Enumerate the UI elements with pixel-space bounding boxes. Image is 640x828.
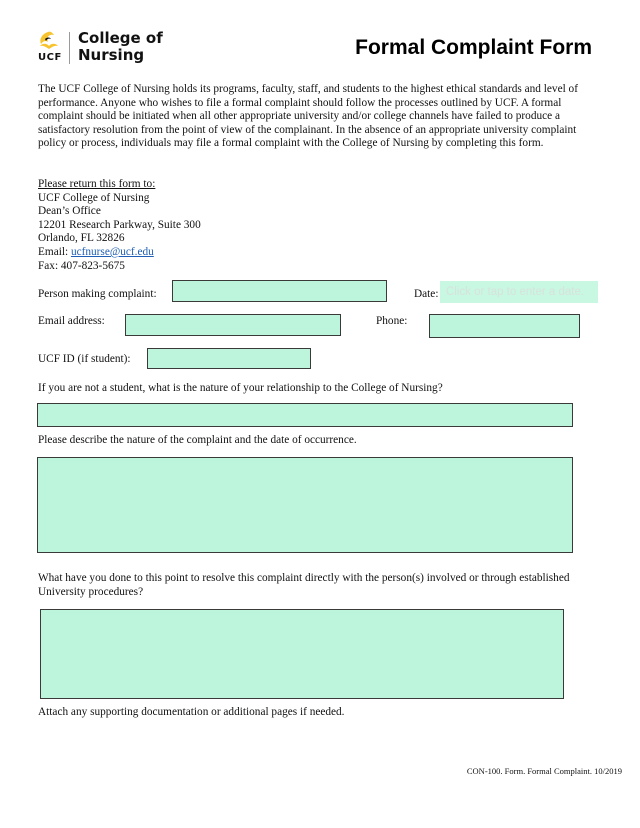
complaint-description-field[interactable] <box>37 457 573 553</box>
college-name-line1: College of <box>78 29 163 47</box>
resolve-question: What have you done to this point to resolve this complaint directly with the person(s) involved or through established University procedures? <box>38 572 570 598</box>
return-heading: Please return this form to: <box>38 178 156 190</box>
return-address <box>38 178 201 273</box>
return-line-2: Dean’s Office <box>38 205 101 218</box>
return-line-3: 12201 Research Parkway, Suite 300 <box>38 218 201 231</box>
intro-paragraph: The UCF College of Nursing holds its programs, faculty, staff, and students to the highest ethical standards and level of performance. Anyone who wishes to file a formal complaint should follow the processes outlined by UCF. A formal complaint should be initiated when all other appropriate university and/or college channels have failed to produce a satisfactory resolution from the point of view of the complainant. In the absence of an appropriate university complaint policy or process, individuals may file a formal complaint with the College of Nursing by completing this form. <box>38 83 578 150</box>
return-line-1: UCF College of Nursing <box>38 191 150 204</box>
return-fax: Fax: 407-823-5675 <box>38 259 125 272</box>
ucf-id-field[interactable] <box>147 348 311 369</box>
phone-label: Phone: <box>376 315 408 327</box>
attach-note: Attach any supporting documentation or additional pages if needed. <box>38 706 345 718</box>
relationship-field[interactable] <box>37 403 573 427</box>
return-email-line <box>38 246 201 260</box>
logo-divider <box>69 32 70 64</box>
email-field[interactable] <box>125 314 341 336</box>
college-name <box>78 30 163 64</box>
complaint-question: Please describe the nature of the complaint and the date of occurrence. <box>38 434 357 446</box>
return-email-label: Email: <box>38 245 71 258</box>
date-label: Date: <box>414 288 439 300</box>
date-picker-field[interactable]: Click or tap to enter a date. <box>440 281 598 303</box>
person-field[interactable] <box>172 280 387 302</box>
college-name-line2: Nursing <box>78 46 145 64</box>
form-footer-code: CON-100. Form. Formal Complaint. 10/2019 <box>466 766 622 776</box>
phone-field[interactable] <box>429 314 580 338</box>
email-label: Email address: <box>38 315 105 327</box>
person-label: Person making complaint: <box>38 288 157 300</box>
relationship-question: If you are not a student, what is the nature of your relationship to the College of Nursing? <box>38 382 443 394</box>
ucf-id-label: UCF ID (if student): <box>38 353 131 365</box>
email-link[interactable]: ucfnurse@ucf.edu <box>70 245 154 258</box>
return-line-4: Orlando, FL 32826 <box>38 232 125 245</box>
resolve-field[interactable] <box>40 609 564 699</box>
ucf-logo-text: UCF <box>38 52 62 63</box>
form-title: Formal Complaint Form <box>355 36 592 59</box>
